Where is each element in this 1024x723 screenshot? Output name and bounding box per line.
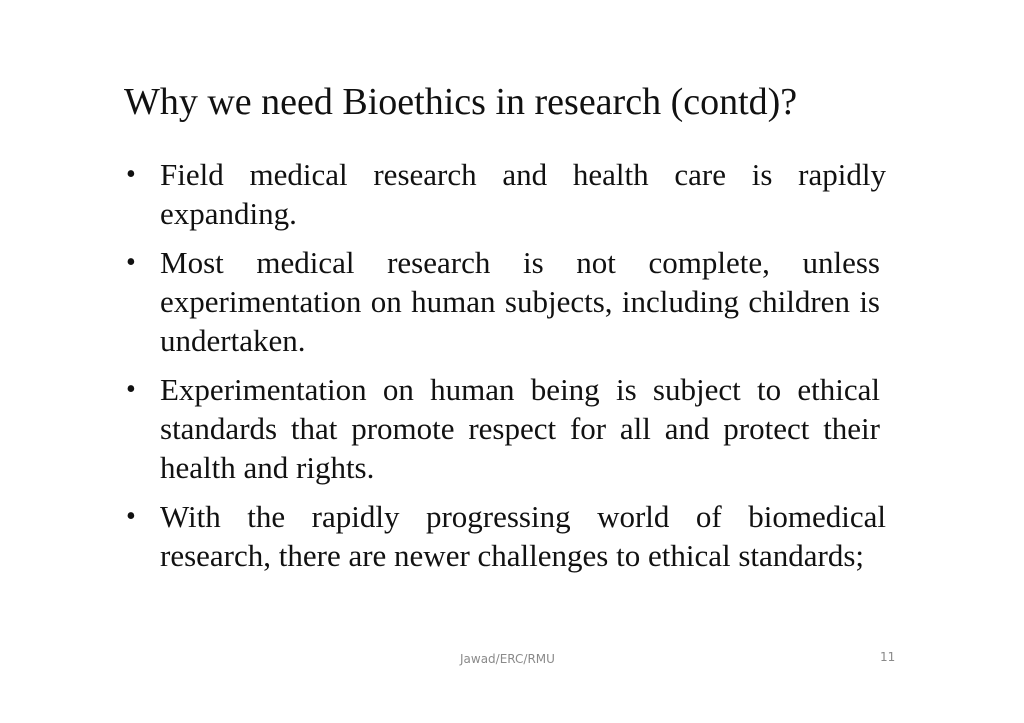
bullet-item <box>124 370 880 487</box>
bullet-icon: • <box>126 501 136 532</box>
bullet-text: Most medical research is not complete, unless experimentation on human subjects, including children is undertaken. <box>160 245 880 358</box>
bullet-icon: • <box>126 247 136 278</box>
bullet-text: Experimentation on human being is subject to ethical standards that promote respect for all and protect their health and rights. <box>160 372 880 485</box>
bullet-text: With the rapidly progressing world of biomedical research, there are newer challenges to ethical standards; <box>160 499 886 573</box>
bullet-item <box>124 155 886 233</box>
footer-text: Jawad/ERC/RMU <box>460 652 555 666</box>
page-number: 11 <box>880 650 896 664</box>
bullet-icon: • <box>126 374 136 405</box>
bullet-item <box>124 497 886 575</box>
bullet-text: Field medical research and health care is rapidly expanding. <box>160 157 886 231</box>
bullet-icon: • <box>126 159 136 190</box>
slide-title: Why we need Bioethics in research (contd)? <box>124 81 798 123</box>
bullet-list <box>124 155 886 585</box>
bullet-item <box>124 243 880 360</box>
